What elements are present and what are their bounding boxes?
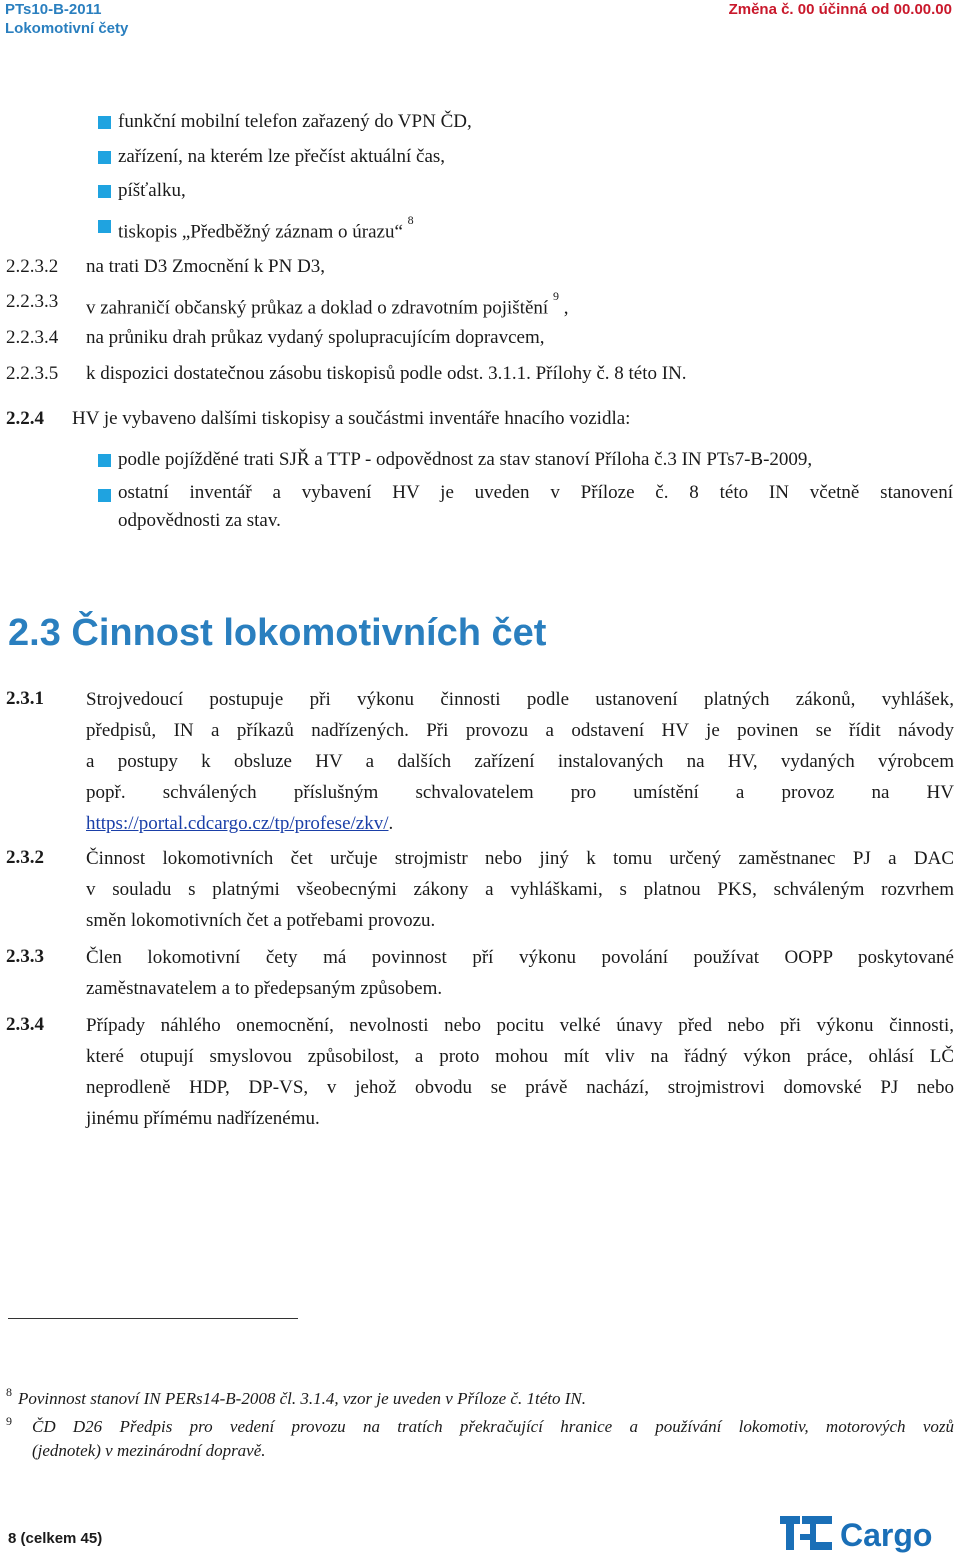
list-item-text: tiskopis „Předběžný záznam o úrazu“ xyxy=(118,221,403,243)
item-number: 2.2.4 xyxy=(6,408,44,429)
list-item xyxy=(118,214,414,244)
paragraph-line: které otupují smyslovou způsobilost, a proto mohou mít vliv na řádný výkon práce, ohlásí LČ xyxy=(86,1046,954,1067)
paragraph-line: předpisů, IN a příkazů nadřízených. Při provozu a odstavení HV je povinen se řídit návody xyxy=(86,720,954,741)
paragraph-line: zaměstnavatelem a to předepsaným způsobem. xyxy=(86,978,443,999)
list-item: funkční mobilní telefon zařazený do VPN ČD, xyxy=(118,111,472,132)
bullet-icon xyxy=(98,151,111,164)
list-item: podle pojížděné trati SJŘ a TTP - odpovědnost za stav stanoví Příloha č.3 IN PTs7-B-2009, xyxy=(118,449,813,470)
doc-code: PTs10-B-2011 xyxy=(5,1,102,18)
para-number: 2.3.3 xyxy=(6,946,44,967)
footnote-line: ČD D26 Předpis pro vedení provozu na tratích překračující hranice a používání lokomotiv, motorových vozů xyxy=(32,1417,954,1436)
footnote-text: Povinnost stanoví IN PERs14-B-2008 čl. 3.1.4, vzor je uveden v Příloze č. 1této IN. xyxy=(18,1389,586,1408)
paragraph xyxy=(86,843,954,936)
change-notice: Změna č. 00 účinná od 00.00.00 xyxy=(728,1,952,18)
item-number: 2.2.3.4 xyxy=(6,327,59,348)
section-heading: 2.3 Činnost lokomotivních čet xyxy=(8,612,547,654)
paragraph-line: Případy náhlého onemocnění, nevolnosti nebo pocitu velké únavy před nebo při výkonu činnosti, xyxy=(86,1015,954,1036)
logo-text: Cargo xyxy=(840,1517,933,1553)
item-text xyxy=(86,290,568,320)
bullet-icon xyxy=(98,185,111,198)
bullet-icon xyxy=(98,489,111,502)
portal-link[interactable]: https://portal.cdcargo.cz/tp/profese/zkv/ xyxy=(86,813,389,834)
footnote-mark: 9 xyxy=(6,1414,12,1428)
paragraph xyxy=(86,1010,954,1134)
bullet-icon xyxy=(98,116,111,129)
para-number: 2.3.2 xyxy=(6,847,44,868)
list-item xyxy=(118,479,953,535)
footnote-mark: 8 xyxy=(6,1385,12,1399)
list-item-line: ostatní inventář a vybavení HV je uveden v Příloze č. 8 této IN včetně stanovení xyxy=(118,482,953,503)
paragraph-line: Činnost lokomotivních čet určuje strojmistr nebo jiný k tomu určený zaměstnanec PJ a DAC xyxy=(86,848,954,869)
list-item: píšťalku, xyxy=(118,180,186,201)
footnote-text xyxy=(32,1415,954,1463)
paragraph-line: jinému přímému nadřízenému. xyxy=(86,1108,320,1129)
paragraph-line: Člen lokomotivní čety má povinnost pří výkonu povolání používat OOPP poskytované xyxy=(86,947,954,968)
bullet-icon xyxy=(98,220,111,233)
paragraph-line: a postupy k obsluze HV a dalších zařízení instalovaných na HV, vydaných výrobcem xyxy=(86,751,954,772)
footnote-ref: 8 xyxy=(407,213,414,227)
footnote-divider xyxy=(8,1318,298,1319)
bullet-icon xyxy=(98,454,111,467)
item-text: na průniku drah průkaz vydaný spolupracujícím dopravcem, xyxy=(86,327,545,348)
paragraph-line: popř. schválených příslušným schvalovatelem pro umístění a provoz na HV xyxy=(86,782,954,803)
footnote-ref: 9 xyxy=(552,289,559,303)
paragraph-line: v souladu s platnými všeobecnými zákony a vyhláškami, s platnou PKS, schváleným rozvrhem xyxy=(86,879,954,900)
item-number: 2.2.3.5 xyxy=(6,363,59,384)
paragraph-line xyxy=(86,808,954,839)
paragraph-line: Strojvedoucí postupuje při výkonu činnosti podle ustanovení platných zákonů, vyhlášek, xyxy=(86,689,954,710)
paragraph-line: směn lokomotivních čet a potřebami provozu. xyxy=(86,910,436,931)
page-number: 8 (celkem 45) xyxy=(8,1530,103,1547)
footnote-line: (jednotek) v mezinárodní dopravě. xyxy=(32,1441,266,1460)
para-number: 2.3.4 xyxy=(6,1014,44,1035)
paragraph-line: neprodleně HDP, DP-VS, v jehož obvodu se právě nachází, strojmistrovi domovské PJ nebo xyxy=(86,1077,954,1098)
cd-cargo-logo xyxy=(780,1512,955,1554)
list-item-line: odpovědnosti za stav. xyxy=(118,510,281,531)
item-text: k dispozici dostatečnou zásobu tiskopisů podle odst. 3.1.1. Přílohy č. 8 této IN. xyxy=(86,363,687,384)
link-tail: . xyxy=(388,813,394,834)
para-number: 2.3.1 xyxy=(6,688,44,709)
doc-title: Lokomotivní čety xyxy=(5,20,129,37)
list-item: zařízení, na kterém lze přečíst aktuální čas, xyxy=(118,146,446,167)
paragraph xyxy=(86,942,954,1004)
item-number: 2.2.3.3 xyxy=(6,291,59,312)
item-text: HV je vybaveno dalšími tiskopisy a součástmi inventáře hnacího vozidla: xyxy=(72,408,631,429)
item-text-tail: , xyxy=(563,297,569,319)
item-text: na trati D3 Zmocnění k PN D3, xyxy=(86,256,326,277)
paragraph xyxy=(86,684,954,839)
item-number: 2.2.3.2 xyxy=(6,256,59,277)
item-text-main: v zahraničí občanský průkaz a doklad o zdravotním pojištění xyxy=(86,297,549,319)
